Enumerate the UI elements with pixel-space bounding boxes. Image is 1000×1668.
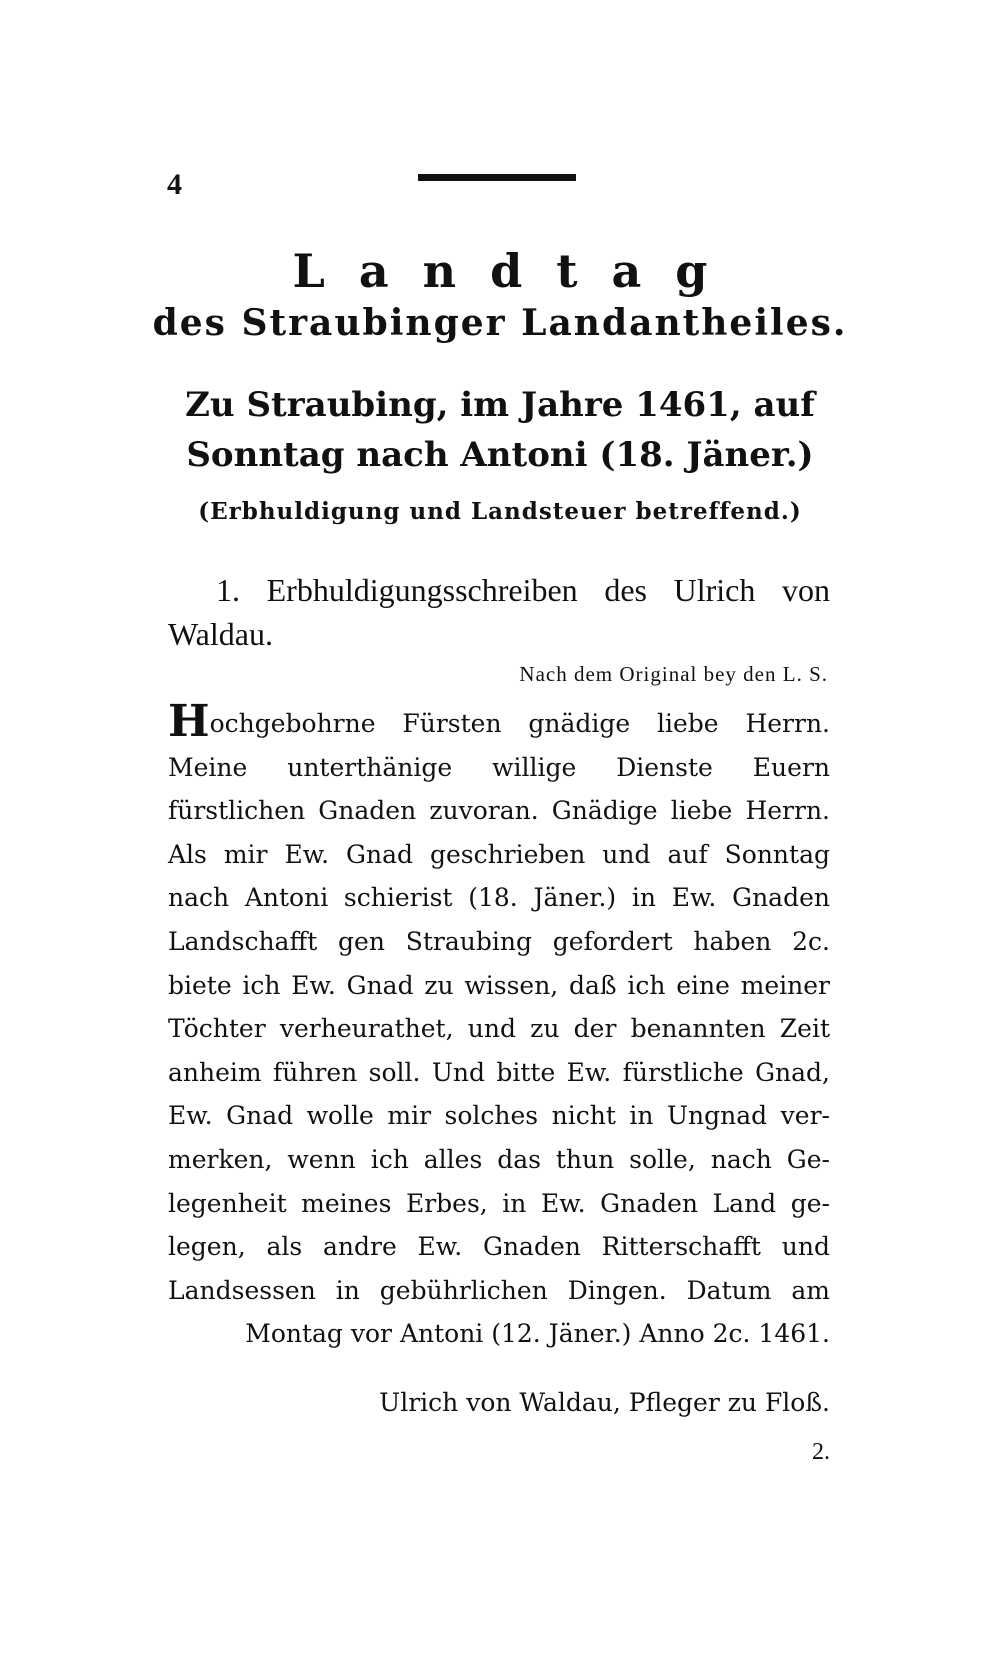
- section-heading: 1. Erbhuldigungsschreiben des Ulrich von Waldau.: [168, 572, 830, 652]
- place-date-line: Zu Straubing, im Jahre 1461, auf Sonntag nach Antoni (18. Jäner.): [185, 385, 815, 475]
- page-number: 4: [167, 168, 182, 201]
- topic-line: (Erbhuldigung und Landsteuer betreffend.): [198, 498, 802, 525]
- signature: Ulrich von Waldau, Pfleger zu Floß.: [379, 1388, 830, 1417]
- source-note: Nach dem Original bey den L. S.: [519, 662, 828, 686]
- document-subtitle: des Straubinger Landantheiles.: [152, 302, 848, 344]
- letter-text: ochgebohrne Fürsten gnädige liebe Herrn. Meine unterthänige willige Dienste Euern fürstlichen Gnaden zuvoran. Gnädige liebe Herrn. Als mir Ew. Gnad geschrieben und auf Sonntag nach Antoni schierist (18. Jäner.) in Ew. Gnaden Landschafft gen Straubing gefordert haben 2c. biete ich Ew. Gnad zu wissen, daß ich eine meiner Töchter verheurathet, und zu der benannten Zeit anheim führen soll. Und bitte Ew. fürstliche Gnad, Ew. Gnad wolle mir solches nicht in Ungnad vermerken, wenn ich alles das thun solle, nach Gelegenheit meines Erbes, in Ew. Gnaden Land gelegen, als andre Ew. Gnaden Ritterschafft und Landsessen in gebührlichen Dingen. Datum am Montag vor Antoni (12. Jäner.) Anno 2c. 1461.: [168, 709, 830, 1349]
- catchword: 2.: [812, 1439, 830, 1465]
- initial-letter: H: [168, 696, 210, 747]
- header-rule: [418, 174, 576, 181]
- letter-body: [168, 696, 830, 1356]
- document-title: Landtag: [292, 244, 742, 298]
